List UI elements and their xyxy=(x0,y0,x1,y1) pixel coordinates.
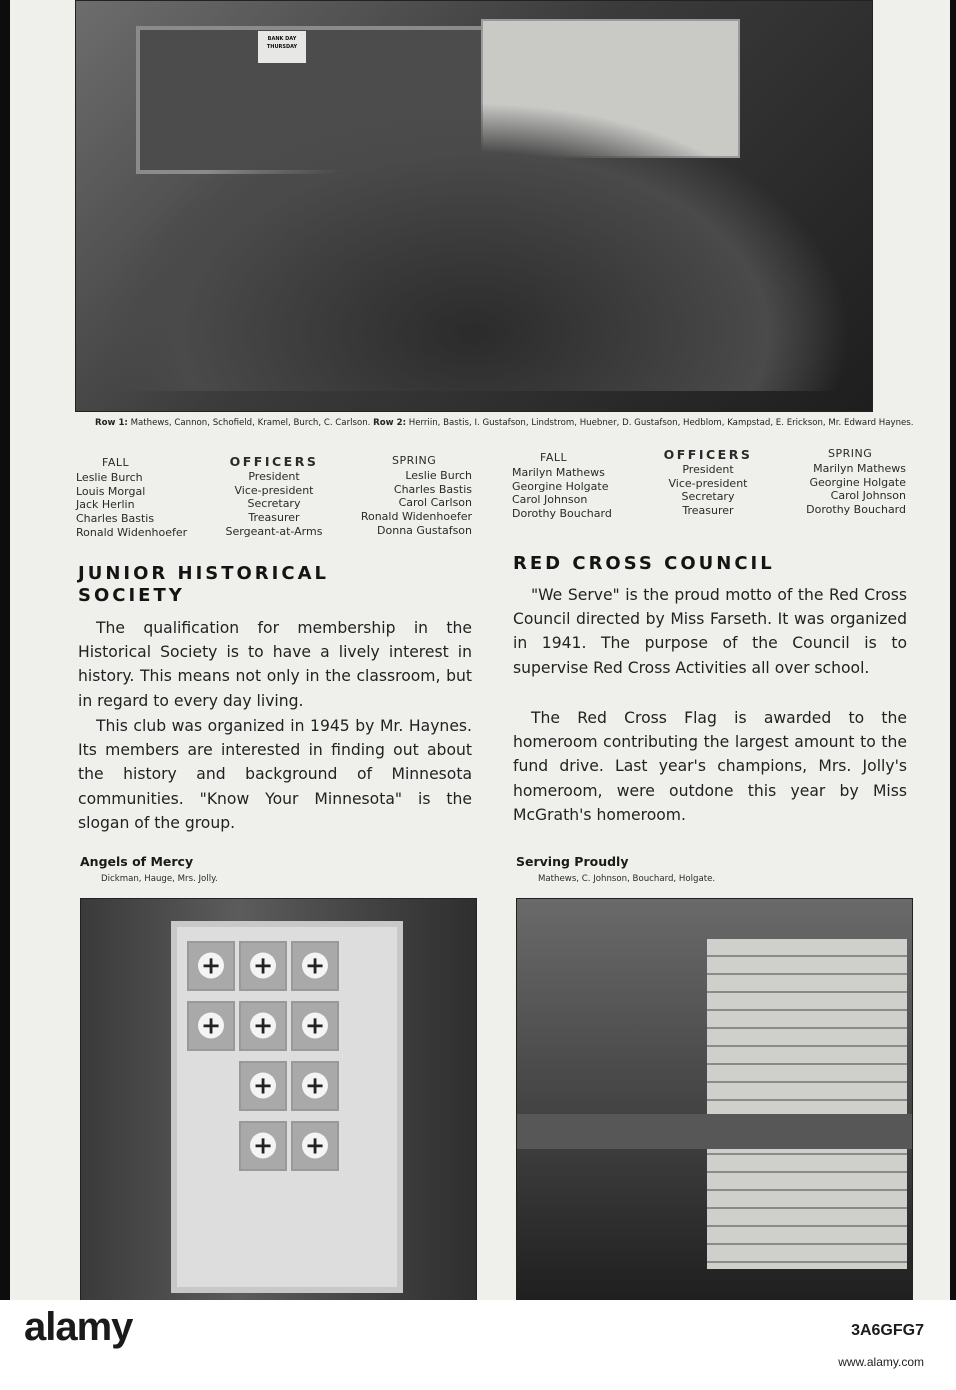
watermark-bar xyxy=(0,1300,956,1390)
rc-spring-header: SPRING xyxy=(828,447,873,460)
hist-spring-name: Donna Gustafson xyxy=(377,523,472,537)
red-cross-pane xyxy=(239,1121,287,1171)
rc-fall-column xyxy=(512,451,642,521)
rc-title: RED CROSS COUNCIL xyxy=(513,553,775,574)
hist-fall-name: Charles Bastis xyxy=(76,512,155,526)
red-cross-pane xyxy=(291,1121,339,1171)
hist-officer-title: Sergeant-at-Arms xyxy=(225,524,323,538)
rc-fall-name: Dorothy Bouchard xyxy=(512,507,612,521)
red-cross-pane xyxy=(239,1001,287,1051)
hist-fall-column xyxy=(76,456,216,540)
table xyxy=(517,1114,912,1149)
hist-fall-name: Leslie Burch xyxy=(76,470,143,484)
rc-paragraph-2: The Red Cross Flag is awarded to the homeroom contributing the largest amount to the fund drive. Last year's champions, Mrs. Jolly's homeroom, were outdone this year by Miss McGrath's homeroom. xyxy=(513,709,907,824)
rc-spring-column xyxy=(776,447,906,517)
row2-label: Row 2: xyxy=(373,418,407,428)
rc-fall-name: Marilyn Mathews xyxy=(512,465,605,479)
red-cross-door xyxy=(171,921,403,1293)
hist-spring-name: Charles Bastis xyxy=(393,482,472,496)
hist-officers-column xyxy=(212,455,336,539)
group-photo-caption xyxy=(95,418,925,428)
red-cross-pane xyxy=(187,941,235,991)
row1-label: Row 1: xyxy=(95,418,128,428)
row2-names: Herriin, Bastis, I. Gustafson, Lindstrom, Huebner, D. Gustafson, Hedblom, Kampstad, E. Erickson, Mr. Edward Haynes. xyxy=(408,418,914,428)
row1-names: Mathews, Cannon, Schofield, Kramel, Burch, C. Carlson. xyxy=(130,418,371,428)
red-cross-pane xyxy=(291,941,339,991)
hist-title xyxy=(78,563,329,607)
hist-spring-header: SPRING xyxy=(392,454,437,467)
rc-officer-title: Vice-president xyxy=(668,476,748,490)
rc-officer-title: Treasurer xyxy=(682,504,734,518)
hist-title-line2: SOCIETY xyxy=(78,585,185,606)
rc-officer-title: Secretary xyxy=(681,490,735,504)
red-cross-pane xyxy=(239,1061,287,1111)
rc-fall-header: FALL xyxy=(540,451,568,464)
hist-officer-title: Vice-president xyxy=(234,483,314,497)
hist-spring-name: Ronald Widenhoefer xyxy=(360,510,472,524)
students-group xyxy=(96,101,852,391)
left-photo-names: Dickman, Hauge, Mrs. Jolly. xyxy=(101,874,218,884)
hist-officer-title: Secretary xyxy=(247,497,301,511)
hist-fall-name: Louis Morgal xyxy=(76,484,146,498)
hist-fall-name: Jack Herlin xyxy=(76,498,135,512)
right-photo-names: Mathews, C. Johnson, Bouchard, Holgate. xyxy=(538,874,716,884)
serving-proudly-photo xyxy=(516,898,913,1300)
watermark-url: www.alamy.com xyxy=(838,1355,924,1369)
hist-spring-name: Leslie Burch xyxy=(405,468,472,482)
rc-spring-name: Georgine Holgate xyxy=(809,475,906,489)
hist-paragraph-1: The qualification for membership in the Historical Society is to have a lively interest in history. This means not only in the classroom, but in regard to every day living. xyxy=(78,619,472,710)
rc-fall-name: Carol Johnson xyxy=(512,493,588,507)
hist-officer-title: Treasurer xyxy=(248,511,300,525)
rc-paragraph-1: "We Serve" is the proud motto of the Red Cross Council directed by Miss Farseth. It was organized in 1941. The purpose of the Council is to supervise Red Cross Activities all over school. xyxy=(513,586,907,677)
red-cross-pane xyxy=(291,1061,339,1111)
right-scan-edge xyxy=(950,0,956,1300)
hist-title-line1: JUNIOR HISTORICAL xyxy=(78,563,329,584)
hist-fall-name: Ronald Widenhoefer xyxy=(76,525,188,539)
hist-officers-header: OFFICERS xyxy=(229,454,319,469)
rc-fall-name: Georgine Holgate xyxy=(512,479,609,493)
left-photo-title: Angels of Mercy xyxy=(80,854,194,869)
hist-spring-name: Carol Carlson xyxy=(398,496,472,510)
image-id: 3A6GFG7 xyxy=(851,1322,924,1339)
red-cross-pane xyxy=(291,1001,339,1051)
rc-officers-header: OFFICERS xyxy=(663,447,753,462)
hist-fall-header: FALL xyxy=(102,456,130,469)
hist-paragraph-2: This club was organized in 1945 by Mr. Haynes. Its members are interested in finding out about the history and background of Minnesota communities. "Know Your Minnesota" is the slogan of the group. xyxy=(78,717,472,832)
right-photo-title: Serving Proudly xyxy=(516,854,629,869)
red-cross-pane xyxy=(239,941,287,991)
bank-day-sign: BANK DAY THURSDAY xyxy=(258,31,306,63)
rc-spring-name: Dorothy Bouchard xyxy=(806,503,906,517)
angels-of-mercy-photo xyxy=(80,898,477,1300)
left-scan-edge xyxy=(0,0,10,1300)
alamy-logo: alamy xyxy=(24,1305,133,1349)
group-photo xyxy=(75,0,873,412)
hist-officer-title: President xyxy=(248,469,300,483)
greeting-card-boxes xyxy=(707,939,907,1269)
hist-spring-column xyxy=(340,454,472,538)
rc-officer-title: President xyxy=(682,462,734,476)
rc-spring-name: Carol Johnson xyxy=(830,489,906,503)
rc-officers-column xyxy=(650,448,766,518)
rc-spring-name: Marilyn Mathews xyxy=(813,461,906,475)
red-cross-pane xyxy=(187,1001,235,1051)
